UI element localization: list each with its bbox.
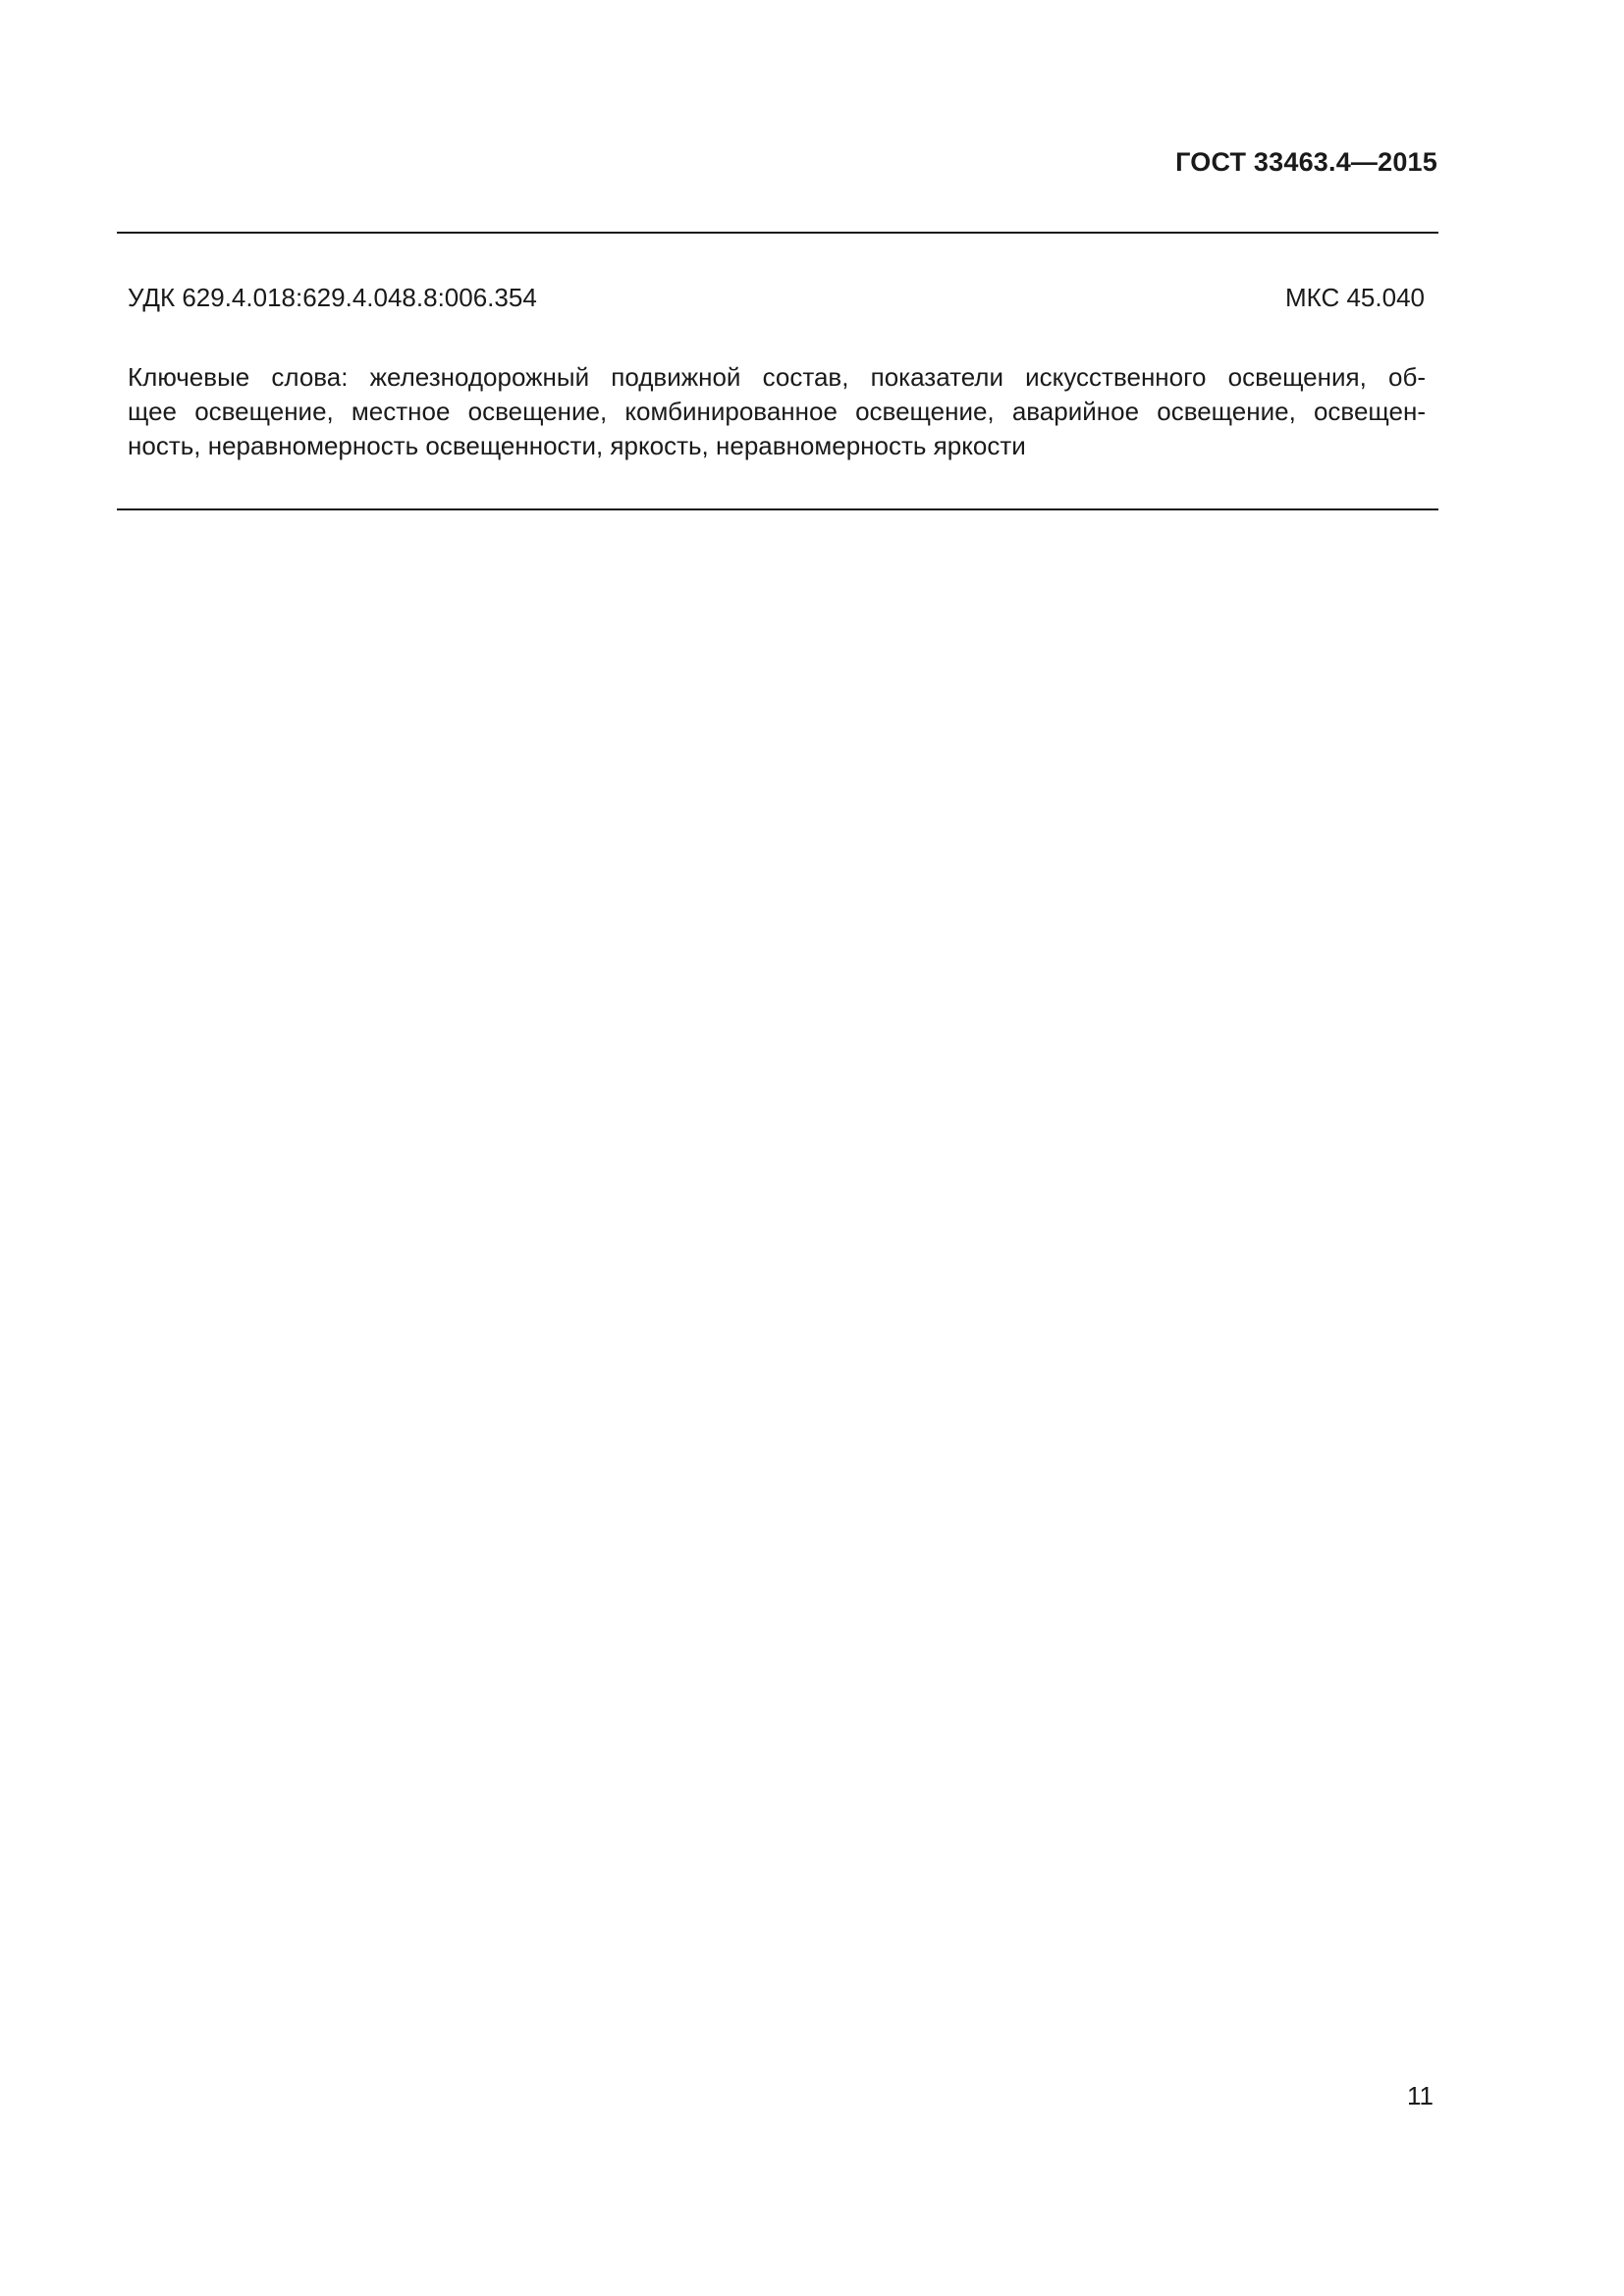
standard-code: ГОСТ 33463.4—2015: [1175, 147, 1437, 177]
keywords-block: [128, 360, 1426, 463]
keywords-line: щее освещение, местное освещение, комбинированное освещение, аварийное освещение, освещен-: [128, 397, 1426, 426]
ics-code: МКС 45.040: [1284, 283, 1425, 312]
page-number: 11: [1407, 2081, 1434, 2110]
udc-code: УДК 629.4.018:629.4.048.8:006.354: [128, 283, 537, 312]
top-divider: [117, 232, 1438, 234]
keywords-line: Ключевые слова: железнодорожный подвижной состав, показатели искусственного освещения, об-: [128, 362, 1426, 392]
bottom-divider: [117, 508, 1438, 510]
keywords-line: ность, неравномерность освещенности, яркость, неравномерность яркости: [128, 431, 1026, 460]
